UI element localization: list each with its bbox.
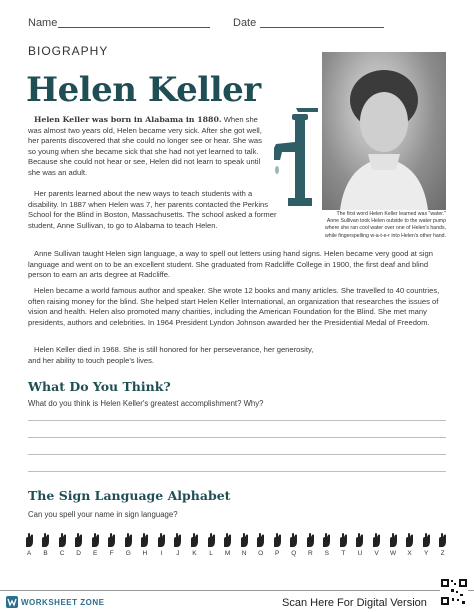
sign-letter xyxy=(39,532,53,557)
sign-letter-label: Q xyxy=(291,550,297,557)
sign-letter xyxy=(138,532,152,557)
paragraph-5: Helen Keller died in 1968. She is still honored for her perseverance, her generosity, and her ability to touch people's lives. xyxy=(28,345,314,365)
sign-letter-label: A xyxy=(26,550,32,557)
hand-sign-icon xyxy=(338,532,349,548)
sign-letter xyxy=(187,532,201,557)
sign-letter-label: E xyxy=(93,550,98,557)
sign-letter xyxy=(419,532,433,557)
answer-line[interactable] xyxy=(28,471,446,472)
sign-letter-label: D xyxy=(76,550,81,557)
sign-letter xyxy=(72,532,86,557)
sign-letter xyxy=(303,532,317,557)
sign-letter xyxy=(88,532,102,557)
sign-letter-label: X xyxy=(407,550,412,557)
qr-code-icon[interactable] xyxy=(440,578,468,606)
sign-letter xyxy=(22,532,36,557)
hand-sign-icon xyxy=(139,532,150,548)
sign-letter-label: I xyxy=(160,550,163,557)
sign-letter xyxy=(171,532,185,557)
sign-letter xyxy=(55,532,69,557)
sign-letter-label: P xyxy=(275,550,280,557)
date-field[interactable] xyxy=(260,27,384,28)
sign-letter-label: F xyxy=(109,550,114,557)
photo-caption xyxy=(290,211,446,240)
sign-alphabet xyxy=(22,532,450,557)
hand-sign-icon xyxy=(222,532,233,548)
sign-letter xyxy=(353,532,367,557)
paragraph-1-body: When she was almost two years old, Helen became very sick. After she got well, her parents discovered that she could no longer see or hear. She was so young when she became sick that she had not yet learned to talk. Because she could not hear or see, Helen did not learn to speak until she was an adult. xyxy=(28,115,262,177)
sign-letter-label: M xyxy=(224,550,231,557)
sign-letter xyxy=(221,532,235,557)
answer-line[interactable] xyxy=(28,437,446,438)
caption-line: Anne Sullivan took Helen outside to the water pump xyxy=(326,218,446,225)
sign-letter-label: Y xyxy=(423,550,429,557)
paragraph-2: Her parents learned about the new ways to teach students with a disability. In 1887 when Helen was 7, her parents contacted the Perkins School for the Blind in Boston, Massachusetts. The school asked a former student, Anne Sullivan, to go to Alabama to teach Helen. xyxy=(28,189,277,230)
helen-keller-photo xyxy=(322,52,446,210)
sign-letter-label: H xyxy=(142,550,148,557)
sign-letter xyxy=(369,532,383,557)
hand-sign-icon xyxy=(354,532,365,548)
sign-letter-label: Z xyxy=(440,550,445,557)
hand-sign-icon xyxy=(288,532,299,548)
hand-sign-icon xyxy=(57,532,68,548)
sign-letter xyxy=(105,532,119,557)
caption-line: The first word Helen Keller learned was "water." xyxy=(336,211,446,217)
sign-letter-label: S xyxy=(324,550,330,557)
hand-sign-icon xyxy=(437,532,448,548)
sign-letter-label: B xyxy=(43,550,48,557)
hand-sign-icon xyxy=(206,532,217,548)
footer-divider xyxy=(0,590,474,591)
section-label: BIOGRAPHY xyxy=(28,44,109,58)
hand-sign-icon xyxy=(156,532,167,548)
hand-sign-icon xyxy=(305,532,316,548)
sign-letter xyxy=(270,532,284,557)
scan-label: Scan Here For Digital Version xyxy=(282,597,427,609)
paragraph-1-lead: Helen Keller was born in Alabama in 1880. xyxy=(34,115,222,124)
hand-sign-icon xyxy=(123,532,134,548)
name-label: Name xyxy=(28,17,58,29)
sign-letter xyxy=(403,532,417,557)
sign-letter xyxy=(336,532,350,557)
sign-letter-label: O xyxy=(258,550,264,557)
hand-sign-icon xyxy=(421,532,432,548)
sign-letter xyxy=(254,532,268,557)
sign-letter xyxy=(121,532,135,557)
sign-letter xyxy=(436,532,450,557)
sign-letter xyxy=(320,532,334,557)
paragraph-1 xyxy=(28,115,268,179)
sign-letter-label: T xyxy=(341,550,346,557)
hand-sign-icon xyxy=(189,532,200,548)
sign-letter-label: G xyxy=(125,550,131,557)
sign-letter-label: U xyxy=(357,550,363,557)
hand-sign-icon xyxy=(255,532,266,548)
question-heading: What Do You Think? xyxy=(28,379,171,394)
hand-sign-icon xyxy=(388,532,399,548)
date-label: Date xyxy=(233,17,257,29)
sign-language-prompt: Can you spell your name in sign language? xyxy=(28,510,178,519)
hand-sign-icon xyxy=(371,532,382,548)
page-title: Helen Keller xyxy=(26,70,261,110)
caption-line: where she ran cool water over one of Helen's hands, xyxy=(325,225,446,232)
hand-sign-icon xyxy=(73,532,84,548)
hand-sign-icon xyxy=(106,532,117,548)
hand-sign-icon xyxy=(321,532,332,548)
sign-letter xyxy=(237,532,251,557)
sign-letter xyxy=(386,532,400,557)
hand-sign-icon xyxy=(239,532,250,548)
worksheetzone-logo-text: WORKSHEET ZONE xyxy=(21,598,105,607)
paragraph-3: Anne Sullivan taught Helen sign language, a way to spell out letters using hand signs. Helen became very good at sign language and went on to be an excellent student. She graduated from Radcliffe College in 1900, the first deaf and blind person to earn an arts degree at Radcliffe. xyxy=(28,249,433,280)
hand-sign-icon xyxy=(40,532,51,548)
hand-sign-icon xyxy=(404,532,415,548)
sign-letter xyxy=(287,532,301,557)
sign-letter-label: V xyxy=(374,550,379,557)
sign-letter-label: C xyxy=(59,550,65,557)
answer-line[interactable] xyxy=(28,454,446,455)
worksheetzone-logo-icon xyxy=(6,596,18,608)
question-text: What do you think is Helen Keller's greatest accomplishment? Why? xyxy=(28,399,264,408)
sign-language-heading: The Sign Language Alphabet xyxy=(28,488,231,503)
sign-letter-label: N xyxy=(241,550,247,557)
sign-letter-label: W xyxy=(389,550,397,557)
caption-line: while fingerspelling w-a-t-e-r into Helen's other hand. xyxy=(325,232,446,239)
paragraph-4: Helen became a world famous author and speaker. She wrote 12 books and many articles. She travelled to 40 countries, often raising money for the blind. She helped start Helen Keller International, an organization that researches the issues of vision and health. Helen also promoted many charities, including the American Foundation for the Blind. She met many presidents, authors and celebrities. In 1964 President Lyndon Johnson awarded her the Presidential Medal of Freedom. xyxy=(28,286,440,327)
name-field[interactable] xyxy=(58,27,210,28)
answer-line[interactable] xyxy=(28,420,446,421)
sign-letter-label: R xyxy=(307,550,313,557)
hand-sign-icon xyxy=(272,532,283,548)
hand-sign-icon xyxy=(172,532,183,548)
sign-letter-label: J xyxy=(176,550,180,557)
hand-sign-icon xyxy=(90,532,101,548)
sign-letter xyxy=(204,532,218,557)
sign-letter xyxy=(154,532,168,557)
sign-letter-label: L xyxy=(209,550,213,557)
hand-sign-icon xyxy=(24,532,35,548)
sign-letter-label: K xyxy=(192,550,197,557)
